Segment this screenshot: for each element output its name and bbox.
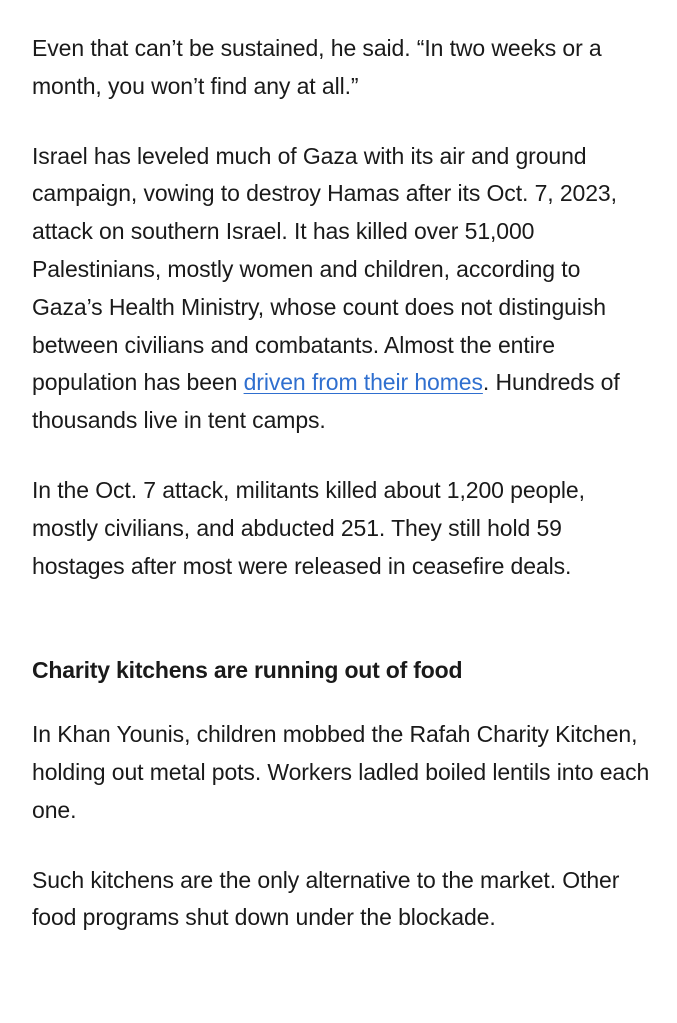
article-body [32,30,652,937]
paragraph-text: . Hundreds of thousands live in tent camps. [32,369,620,434]
article-paragraph: Such kitchens are the only alternative to the market. Other food programs shut down under the blockade. [32,866,620,931]
section-heading: Charity kitchens are running out of food [32,657,463,684]
article-paragraph [32,138,652,440]
article-paragraph: In Khan Younis, children mobbed the Rafah Charity Kitchen, holding out metal pots. Workers ladled boiled lentils into each one. [32,721,650,823]
driven-from-their-homes-link[interactable]: driven from their homes [243,369,483,396]
paragraph-text: Israel has leveled much of Gaza with its air and ground campaign, vowing to destroy Hamas after its Oct. 7, 2023, attack on southern Israel. It has killed over 51,000 Palestinians, mostly women and children, according to Gaza’s Health Ministry, whose count does not distinguish between civilians and combatants. Almost the entire population has been [32,142,617,396]
article-paragraph: In the Oct. 7 attack, militants killed about 1,200 people, mostly civilians, and abducted 251. They still hold 59 hostages after most were released in ceasefire deals. [32,476,585,579]
article-paragraph: Even that can’t be sustained, he said. “In two weeks or a month, you won’t find any at all.” [32,35,602,99]
